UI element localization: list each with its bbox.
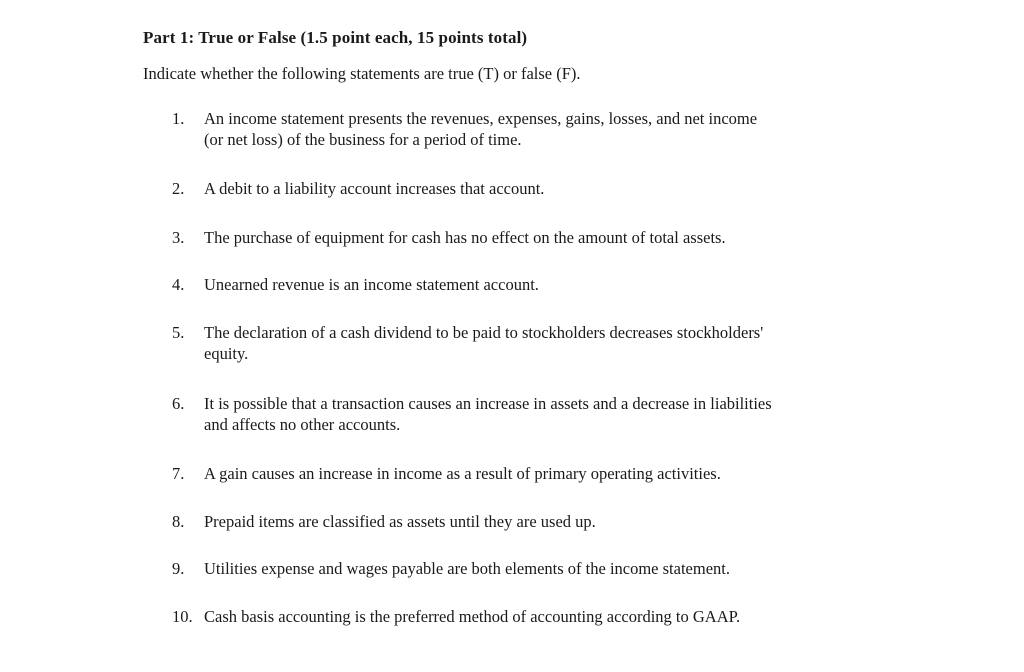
question-2 [172,178,892,199]
question-line: It is possible that a transaction causes an increase in assets and a decrease in liabilities [204,394,772,413]
section-heading: Part 1: True or False (1.5 point each, 15 points total) [143,28,528,47]
question-4 [172,274,892,295]
question-number: 6. [172,394,185,413]
question-text [204,606,892,627]
question-line: Utilities expense and wages payable are both elements of the income statement. [204,559,730,578]
question-9 [172,558,892,579]
question-6 [172,393,892,435]
question-text [204,393,892,435]
question-text [204,274,892,295]
question-number: 5. [172,323,185,342]
question-line: and affects no other accounts. [204,415,401,434]
question-1 [172,108,892,150]
question-text [204,463,892,484]
instructions-text: Indicate whether the following statements are true (T) or false (F). [143,64,581,83]
question-line: The declaration of a cash dividend to be paid to stockholders decreases stockholders' [204,323,764,342]
question-number: 8. [172,512,185,531]
question-number: 2. [172,179,185,198]
question-line: equity. [204,344,249,363]
question-line: Unearned revenue is an income statement account. [204,275,539,294]
question-text [204,511,892,532]
question-number: 9. [172,559,185,578]
question-line: The purchase of equipment for cash has no effect on the amount of total assets. [204,228,726,247]
question-text [204,227,892,248]
question-8 [172,511,892,532]
question-number: 10. [172,607,193,626]
question-3 [172,227,892,248]
question-number: 4. [172,275,185,294]
question-line: A debit to a liability account increases that account. [204,179,545,198]
question-line: Cash basis accounting is the preferred method of accounting according to GAAP. [204,607,741,626]
question-text [204,108,892,150]
question-number: 1. [172,109,185,128]
question-number: 3. [172,228,185,247]
question-text [204,558,892,579]
question-7 [172,463,892,484]
question-line: Prepaid items are classified as assets until they are used up. [204,512,596,531]
question-text [204,322,892,364]
question-line: An income statement presents the revenues, expenses, gains, losses, and net income [204,109,758,128]
question-number: 7. [172,464,185,483]
question-5 [172,322,892,364]
question-line: (or net loss) of the business for a period of time. [204,130,522,149]
question-10 [172,606,892,627]
question-text [204,178,892,199]
question-line: A gain causes an increase in income as a result of primary operating activities. [204,464,721,483]
